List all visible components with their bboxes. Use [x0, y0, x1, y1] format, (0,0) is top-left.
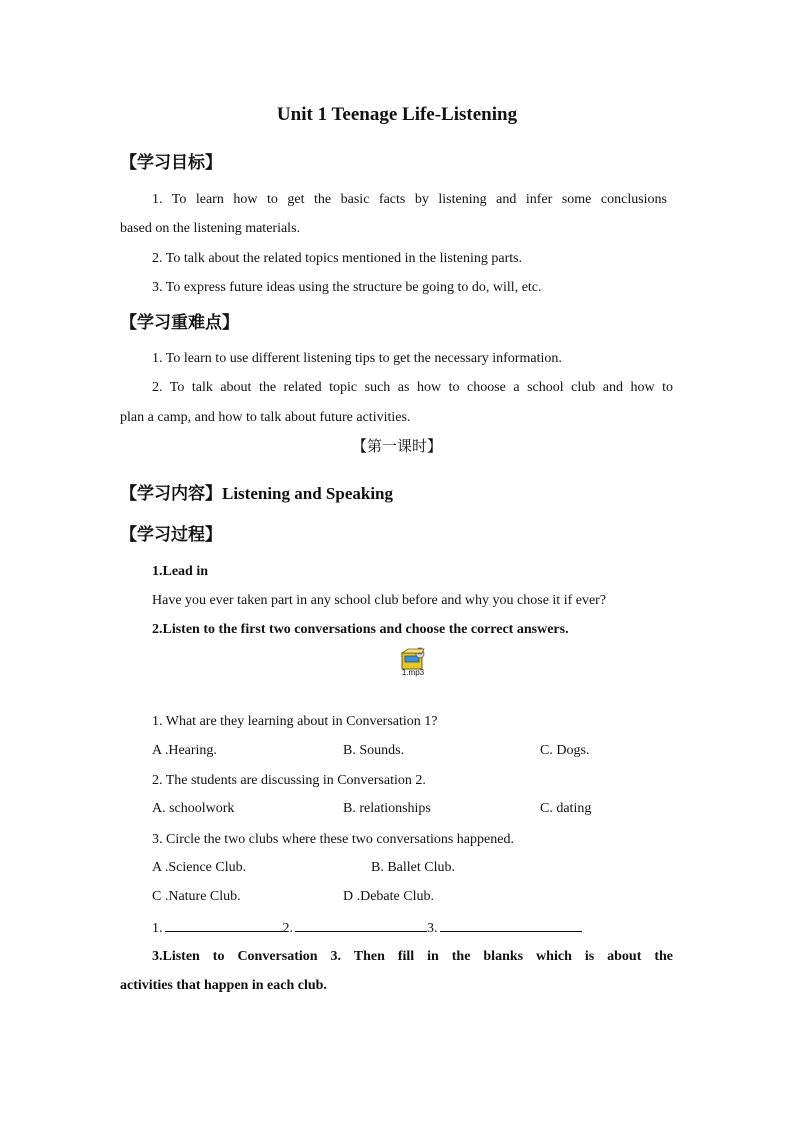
key-point-2-line-2: plan a camp, and how to talk about future activities.: [120, 410, 411, 425]
goals-heading: 【学习目标】: [120, 153, 222, 172]
goal-1-line-2: based on the listening materials.: [120, 221, 301, 236]
q2-option-c: C. dating: [540, 801, 592, 816]
q2-option-a: A. schoolwork: [152, 801, 235, 816]
q3-option-d: D .Debate Club.: [343, 889, 434, 904]
q2-option-b: B. relationships: [343, 801, 431, 816]
blank-label-3: 3.: [427, 921, 438, 936]
audio-file-label: 1.mp3: [401, 668, 425, 677]
key-points-heading: 【学习重难点】: [120, 313, 239, 332]
document-title: Unit 1 Teenage Life-Listening: [276, 104, 518, 125]
lesson-label: 【第一课时】: [351, 439, 442, 455]
blank-label-1: 1.: [152, 921, 163, 936]
answer-blanks-row: [152, 918, 582, 937]
q1-option-c: C. Dogs.: [540, 743, 590, 758]
q1-option-b: B. Sounds.: [343, 743, 405, 758]
question-2: 2. The students are discussing in Conversation 2.: [152, 773, 426, 788]
q1-option-a: A .Hearing.: [152, 743, 217, 758]
q3-option-c: C .Nature Club.: [152, 889, 241, 904]
answer-blank-1[interactable]: [165, 918, 283, 932]
answer-blank-3[interactable]: [440, 918, 582, 932]
audio-file-icon[interactable]: [396, 645, 430, 683]
question-1: 1. What are they learning about in Conversation 1?: [152, 714, 438, 729]
key-point-2-line-1: 2. To talk about the related topic such as how to choose a school club and how to: [152, 380, 673, 395]
q3-option-b: B. Ballet Club.: [371, 860, 455, 875]
task-2-title: 2.Listen to the first two conversations and choose the correct answers.: [152, 622, 569, 637]
question-3: 3. Circle the two clubs where these two conversations happened.: [152, 832, 514, 847]
answer-blank-2[interactable]: [295, 918, 427, 932]
q3-option-a: A .Science Club.: [152, 860, 247, 875]
task-3-line-1: 3.Listen to Conversation 3. Then fill in the blanks which is about the: [152, 949, 673, 964]
lead-in-title: 1.Lead in: [152, 564, 209, 579]
process-heading: 【学习过程】: [120, 525, 222, 544]
blank-label-2: 2.: [282, 921, 293, 936]
task-3-line-2: activities that happen in each club.: [120, 978, 327, 993]
goal-1-line-1: 1. To learn how to get the basic facts by listening and infer some conclusions: [152, 192, 667, 207]
key-point-1: 1. To learn to use different listening tips to get the necessary information.: [152, 351, 562, 366]
lead-in-question: Have you ever taken part in any school club before and why you chose it if ever?: [152, 593, 607, 608]
goal-3: 3. To express future ideas using the structure be going to do, will, etc.: [152, 280, 542, 295]
content-heading: 【学习内容】Listening and Speaking: [120, 484, 394, 503]
goal-2: 2. To talk about the related topics mentioned in the listening parts.: [152, 251, 523, 266]
